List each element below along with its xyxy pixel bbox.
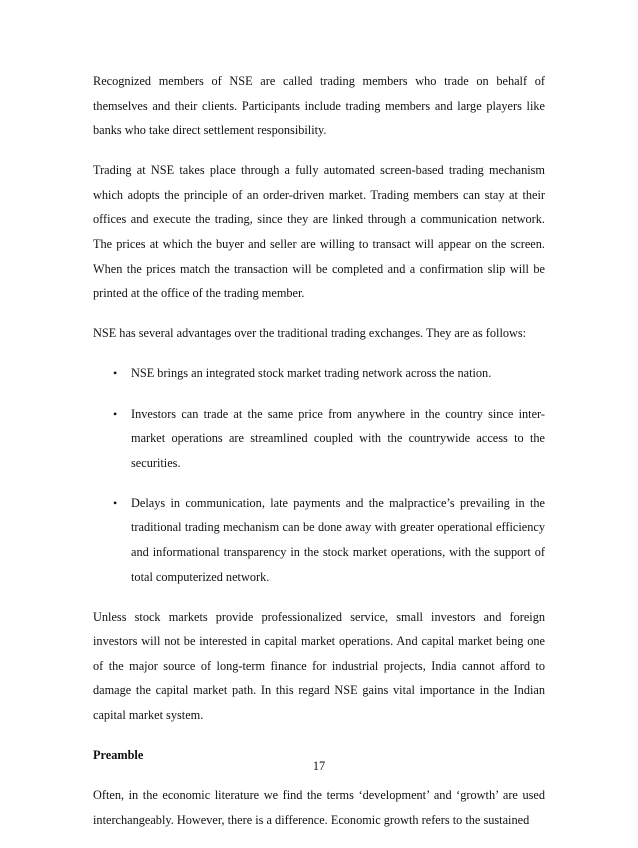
- list-item: [93, 491, 545, 589]
- paragraph-advantages-intro: NSE has several advantages over the traditional trading exchanges. They are as follows:: [93, 326, 527, 341]
- list-item-text: Investors can trade at the same price from anywhere in the country since inter-market operations are streamlined coupled with the countrywide access to the securities.: [131, 406, 545, 470]
- page-number: 17: [312, 759, 326, 773]
- paragraph-trading-mechanism: Trading at NSE takes place through a fully automated screen-based trading mechanism which adopts the principle of an order-driven market. Trading members can stay at their offices and execute the trading, since they are linked through a communication network. The prices at which the buyer and seller are willing to transact will appear on the screen. When the prices match the transaction will be completed and a confirmation slip will be printed at the office of the trading member.: [93, 163, 545, 301]
- bullet-icon: •: [113, 366, 118, 381]
- advantages-list: [93, 361, 545, 589]
- list-item: [93, 361, 545, 386]
- paragraph-preamble: Often, in the economic literature we find the terms ‘development’ and ‘growth’ are used interchangeably. However, there is a difference. Economic growth refers to the sustained: [93, 788, 545, 827]
- list-item-text: NSE brings an integrated stock market trading network across the nation.: [131, 366, 492, 381]
- section-heading: Preamble: [93, 748, 144, 763]
- page-content: [93, 69, 545, 848]
- list-item-text: Delays in communication, late payments and the malpractice’s prevailing in the traditional trading mechanism can be done away with greater operational efficiency and informational transparency in the stock market operations, with the support of total computerized network.: [131, 495, 545, 584]
- list-item: [93, 402, 545, 476]
- bullet-icon: •: [113, 495, 118, 510]
- paragraph-capital-market: Unless stock markets provide professionalized service, small investors and foreign investors will not be interested in capital market operations. And capital market being one of the major source of long-term finance for industrial projects, India cannot afford to damage the capital market path. In this regard NSE gains vital importance in the Indian capital market system.: [93, 609, 545, 723]
- bullet-icon: •: [113, 406, 118, 421]
- paragraph-trading-members: Recognized members of NSE are called trading members who trade on behalf of themselves and their clients. Participants include trading members and large players like banks who take direct settlement responsibility.: [93, 74, 545, 138]
